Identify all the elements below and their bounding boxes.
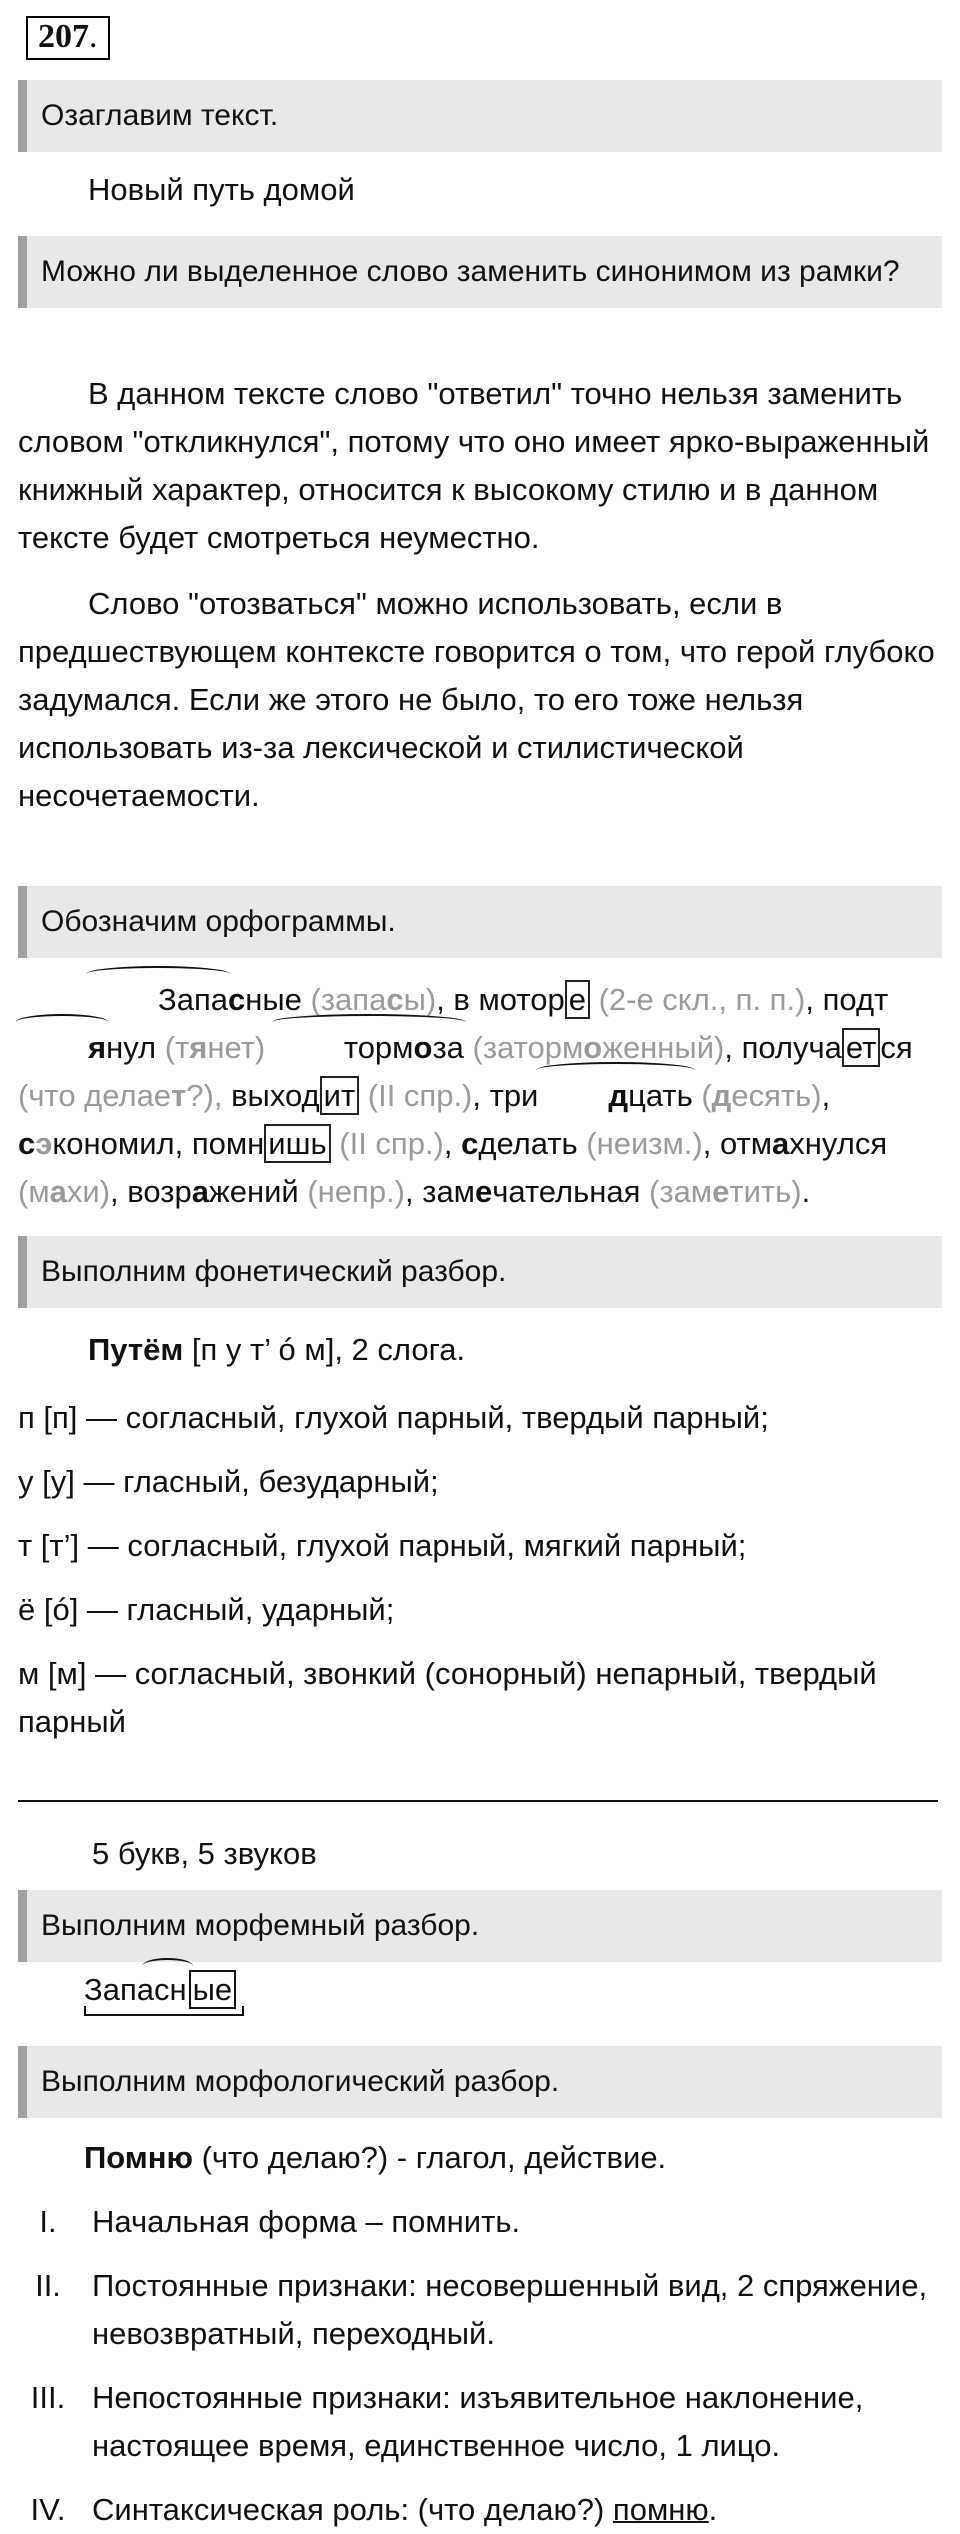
task-morpheme-heading: Выполним морфемный разбор. (18, 1890, 942, 1962)
list-item: II. Постоянные признаки: несовершенный вид, 2 спряжение, невозвратный, переходный. (35, 2268, 928, 2351)
task-ortho-heading: Обозначим орфограммы. (18, 886, 942, 958)
phonetic-summary: 5 букв, 5 звуков (92, 1836, 317, 1871)
synonym-paragraph-2: Слово "отозваться" можно использовать, если в предшествующем контексте говорится о том, что герой глубоко задумался. Если же этого не было, то его тоже нельзя использовать из-за лексической и стилистической несочетаемости. (18, 586, 935, 813)
task-phonetic-heading: Выполним фонетический разбор. (18, 1236, 942, 1308)
arc-mark: Запа (88, 976, 228, 1024)
task-number: 207. (26, 16, 110, 60)
phonetic-word-line (18, 1326, 948, 1374)
divider-line (18, 1800, 938, 1802)
phonetic-row: у [у] — гласный, безударный; (18, 1464, 439, 1499)
synonym-paragraph-1: В данном тексте слово "ответил" точно нельзя заменить словом "откликнулся", потому что оно имеет ярко-выраженный книжный характер, относится к высокому стилю и в данном тексте будет смотреться неуместно. (18, 376, 930, 555)
stem-bracket (84, 2006, 244, 2016)
phonetic-row: ё [ó] — гласный, ударный; (18, 1592, 395, 1627)
phonetic-row: т [т’] — согласный, глухой парный, мягкий парный; (18, 1528, 747, 1563)
ending-box: е (565, 980, 590, 1019)
task-synonym-heading: Можно ли выделенное слово заменить синонимом из рамки? (18, 236, 942, 308)
list-item: I. Начальная форма – помнить. (39, 2204, 521, 2239)
morph-list (18, 2198, 948, 2534)
phonetic-word: Путём (88, 1332, 184, 1367)
phonetic-transcription: [п у т’ ó м], 2 слога. (183, 1332, 466, 1367)
word-stem: Запасн (84, 1970, 187, 2010)
morpheme-analysis (84, 1970, 236, 2010)
task-morph-heading: Выполним морфологический разбор. (18, 2046, 942, 2118)
phonetic-row: м [м] — согласный, звонкий (сонорный) непарный, твердый парный (18, 1656, 877, 1739)
list-item: IV. Синтаксическая роль: (что делаю?) помню. (30, 2492, 718, 2527)
orthogram-paragraph: Запасные (запасы), в мотор е (2-е скл., п. п.), подтянул (тянет) тормоза (заторможенный), получа ет ся (что делает?), выход ит (II спр.), три дцать (десять), сэкономил, помн ишь (II спр.), сделать (неизм.), отмахнулся (махи), возражений (непр.), замечательная (заметить). (18, 976, 948, 1216)
morph-word: Помню (84, 2140, 193, 2175)
list-item: III. Непостоянные признаки: изъявительное наклонение, настоящее время, единственное число, 1 лицо. (30, 2380, 864, 2463)
title-answer: Новый путь домой (88, 172, 355, 207)
morph-intro: Помню (что делаю?) - глагол, действие. (84, 2140, 667, 2175)
task-title-heading: Озаглавим текст. (18, 80, 942, 152)
underlined-word: помню (612, 2492, 709, 2527)
phonetic-row: п [п] — согласный, глухой парный, твердый парный; (18, 1400, 769, 1435)
word-ending: ые (189, 1970, 237, 2009)
